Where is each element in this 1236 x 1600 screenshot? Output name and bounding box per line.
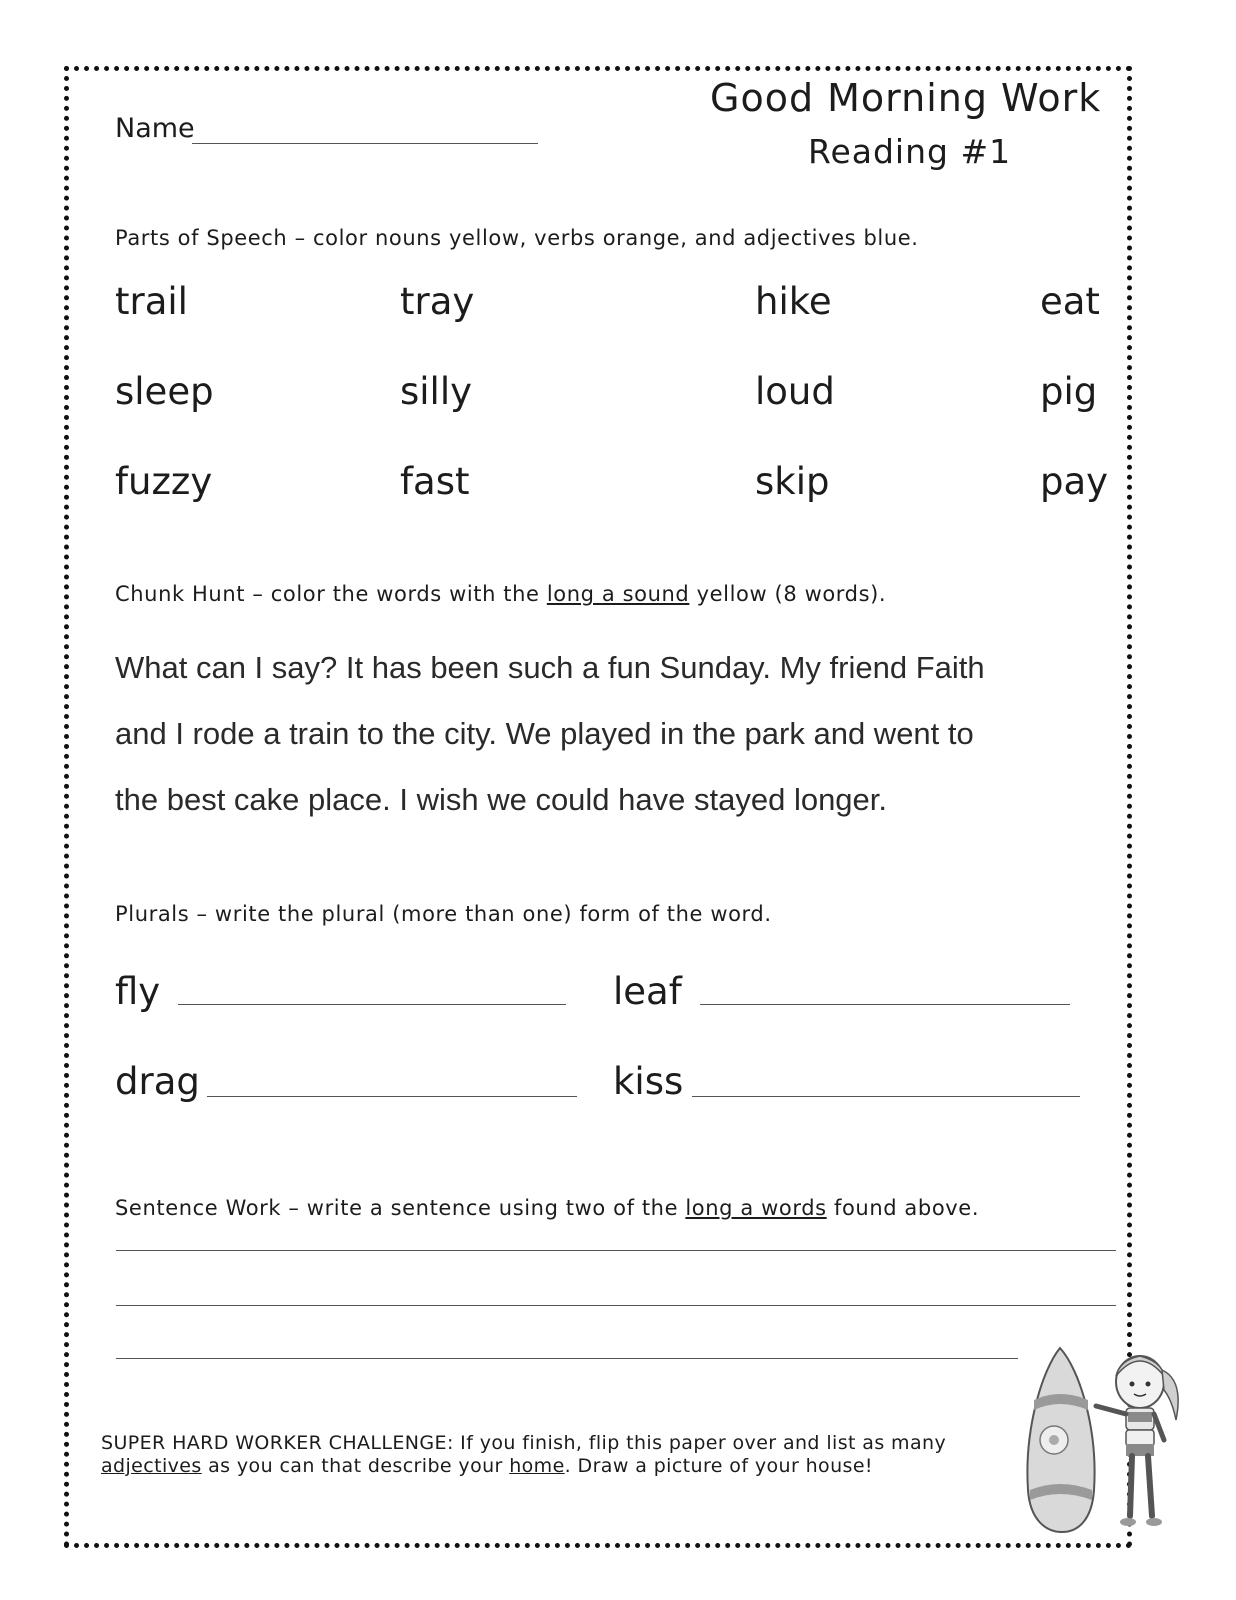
plural-word: kiss	[613, 1060, 684, 1103]
instruction-text: found above.	[826, 1196, 980, 1220]
pos-word[interactable]: sleep	[115, 370, 214, 413]
pos-word[interactable]: eat	[1040, 280, 1100, 323]
passage-line[interactable]: the best cake place. I wish we could have stayed longer.	[115, 782, 888, 817]
name-label: Name	[115, 113, 195, 144]
instruction-underlined-text: long a sound	[546, 582, 690, 606]
plurals-instruction: Plurals – write the plural (more than one) form of the word.	[115, 902, 772, 926]
pos-word[interactable]: fuzzy	[115, 460, 213, 503]
pos-word[interactable]: skip	[755, 460, 830, 503]
page-title: Good Morning Work	[710, 76, 1102, 120]
pos-word[interactable]: silly	[400, 370, 473, 413]
plural-answer-line[interactable]	[700, 1004, 1070, 1005]
pos-word[interactable]: tray	[400, 280, 475, 323]
pos-word[interactable]: trail	[115, 280, 188, 323]
challenge-line-2	[101, 1455, 873, 1477]
plural-answer-line[interactable]	[692, 1096, 1080, 1097]
instruction-text: Sentence Work – write a sentence using two of the	[115, 1196, 686, 1220]
parts-of-speech-instruction: Parts of Speech – color nouns yellow, verbs orange, and adjectives blue.	[115, 226, 919, 250]
surfer-girl-clipart	[1012, 1340, 1212, 1540]
girl-icon	[1096, 1356, 1178, 1526]
plural-answer-line[interactable]	[178, 1004, 566, 1005]
passage-line[interactable]: What can I say? It has been such a fun Sunday. My friend Faith	[115, 650, 985, 685]
challenge-text: as you can that describe your	[201, 1455, 510, 1477]
instruction-text: yellow (8 words).	[689, 582, 887, 606]
sentence-work-instruction	[115, 1196, 979, 1220]
challenge-underlined-text: home	[509, 1455, 565, 1477]
sentence-writing-line[interactable]	[116, 1305, 1116, 1306]
challenge-underlined-text: adjectives	[101, 1455, 202, 1477]
chunk-hunt-instruction	[115, 582, 886, 606]
plural-word: fly	[115, 970, 161, 1013]
instruction-underlined-text: long a words	[685, 1196, 827, 1220]
name-field[interactable]	[192, 143, 538, 144]
surfboard-icon	[1027, 1348, 1094, 1532]
plural-word: drag	[115, 1060, 200, 1103]
pos-word[interactable]: loud	[755, 370, 835, 413]
challenge-text: . Draw a picture of your house!	[564, 1455, 873, 1477]
pos-word[interactable]: hike	[755, 280, 832, 323]
pos-word[interactable]: pig	[1040, 370, 1098, 413]
plural-answer-line[interactable]	[207, 1096, 577, 1097]
challenge-line-1: SUPER HARD WORKER CHALLENGE: If you finish, flip this paper over and list as many	[101, 1432, 947, 1454]
page-subtitle: Reading #1	[808, 132, 1012, 171]
plural-word: leaf	[613, 970, 682, 1013]
sentence-writing-line[interactable]	[116, 1250, 1116, 1251]
pos-word[interactable]: fast	[400, 460, 470, 503]
pos-word[interactable]: pay	[1040, 460, 1109, 503]
instruction-text: Chunk Hunt – color the words with the	[115, 582, 547, 606]
sentence-writing-line[interactable]	[116, 1358, 1018, 1359]
passage-line[interactable]: and I rode a train to the city. We played in the park and went to	[115, 716, 974, 751]
